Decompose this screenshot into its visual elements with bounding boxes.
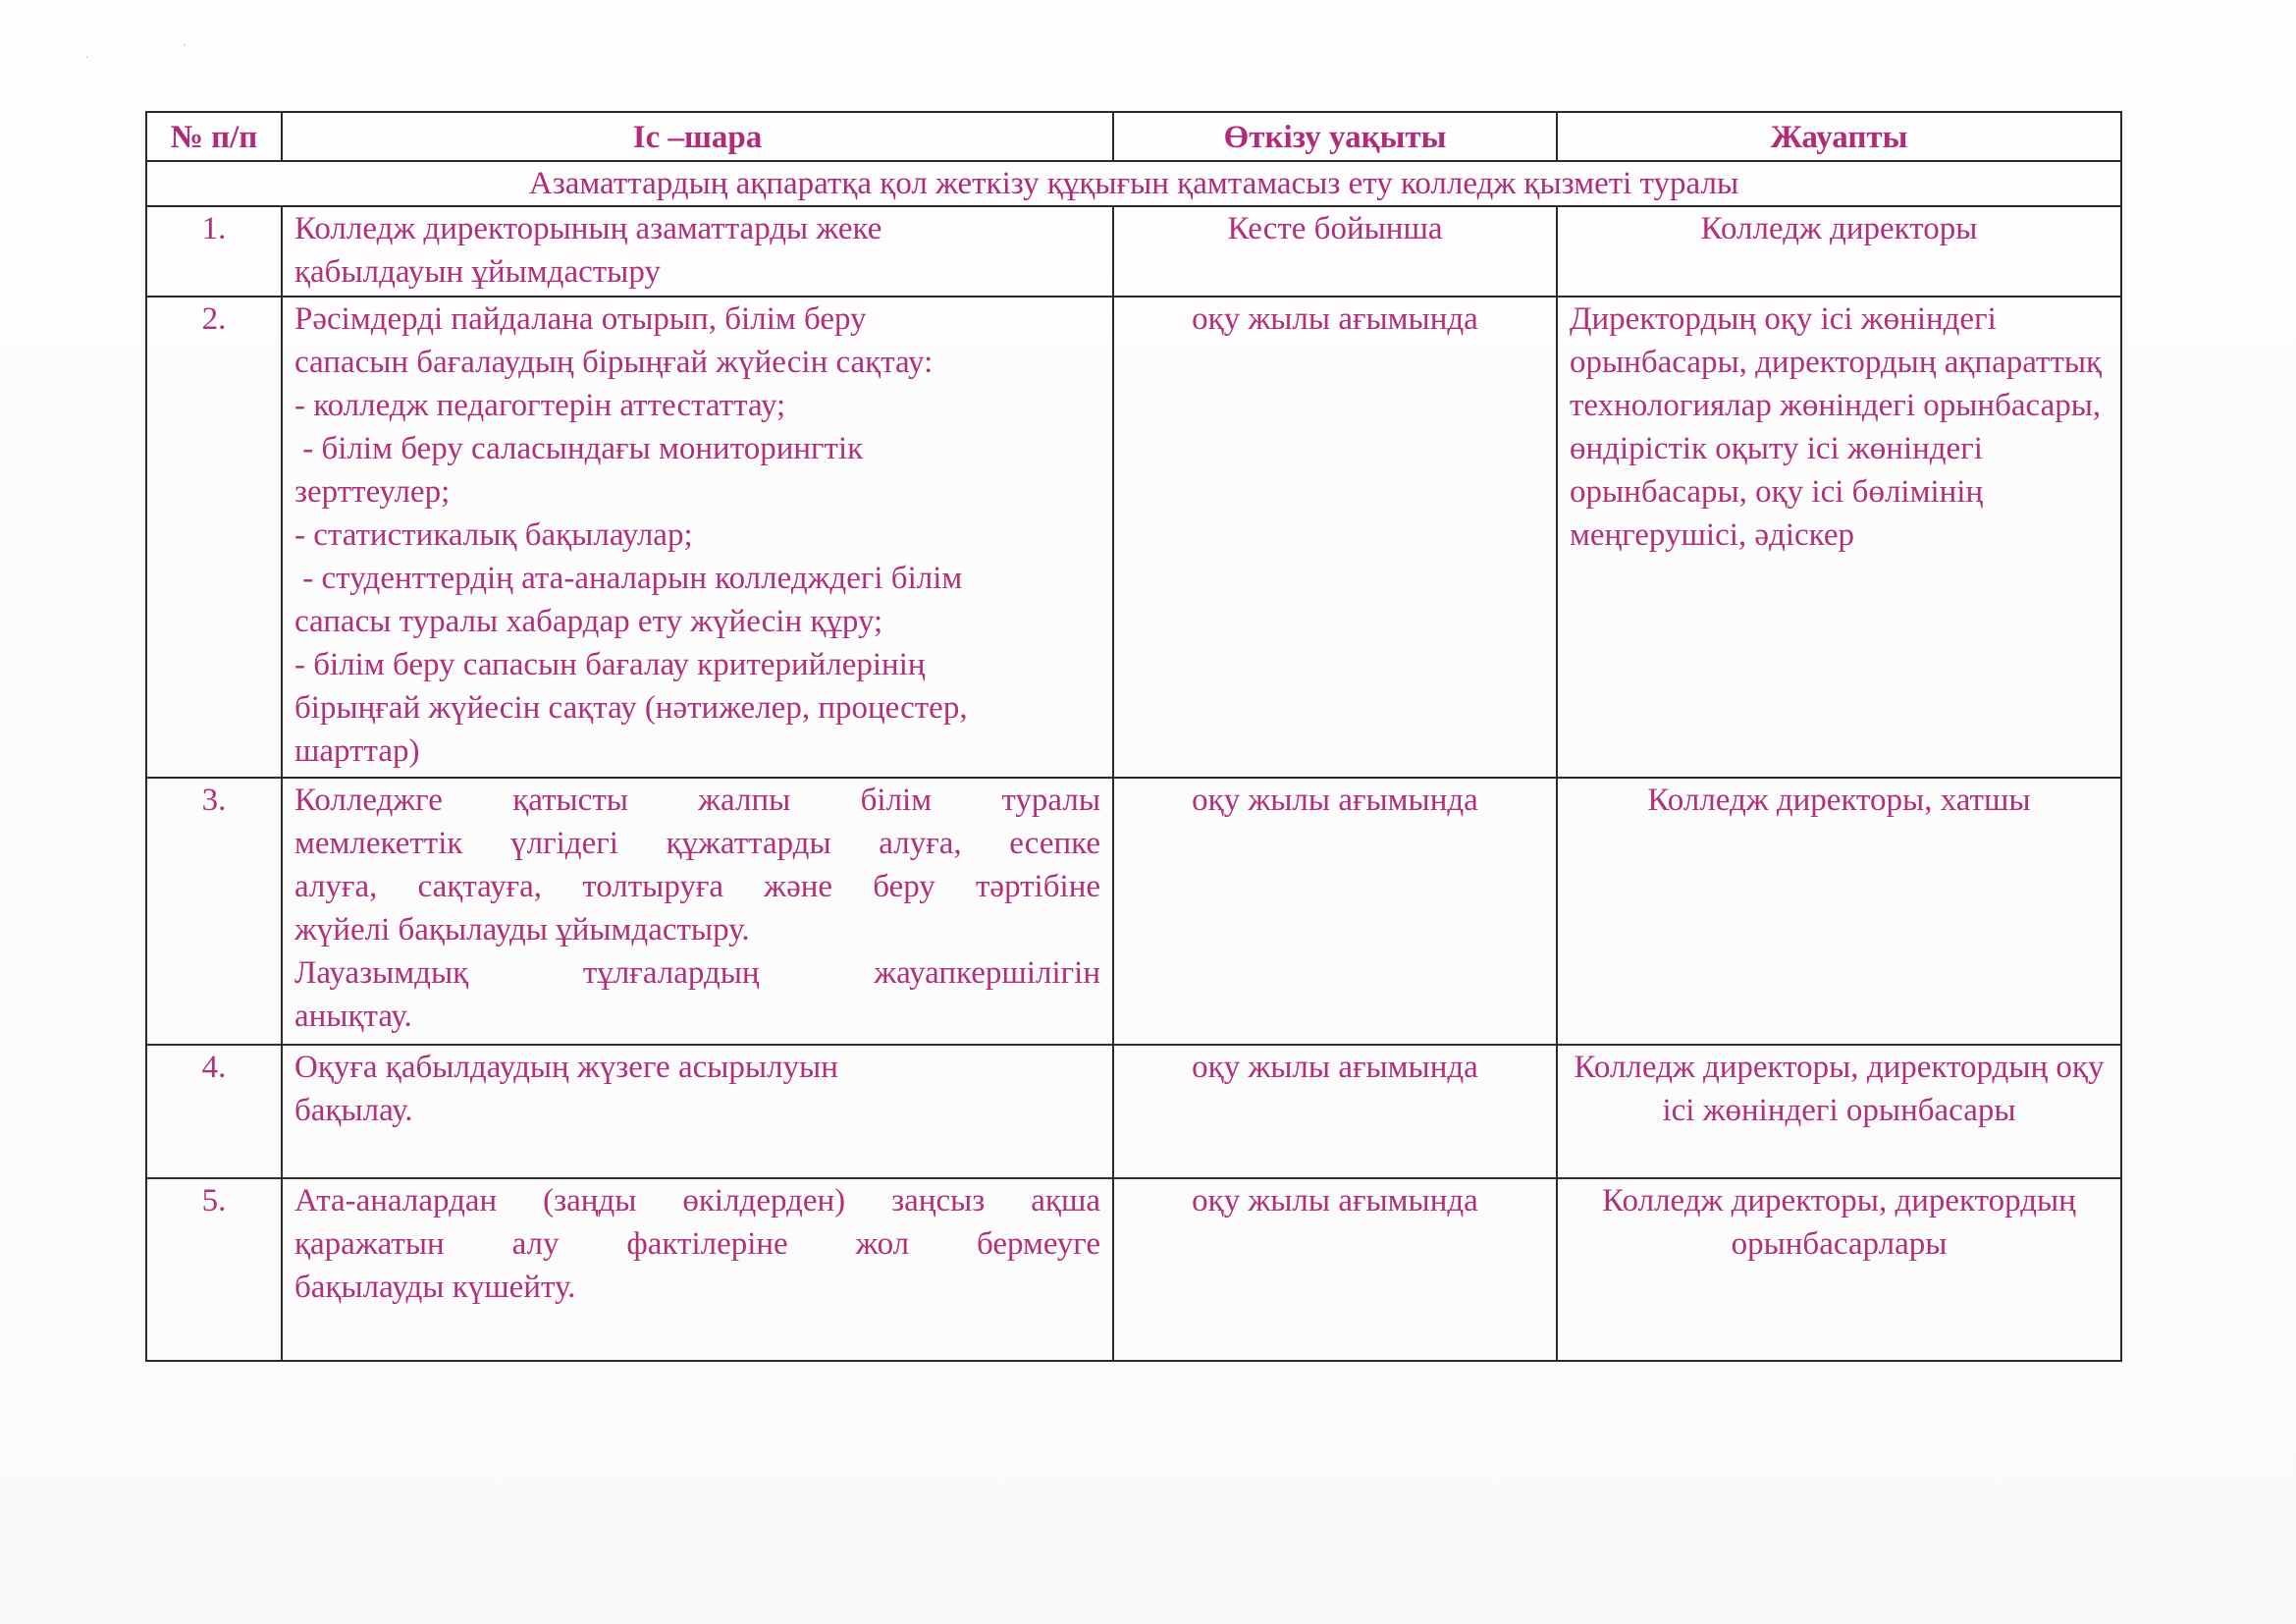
scan-speck: ·	[183, 39, 187, 54]
responsible-line: өндірістік оқыту ісі жөніндегі	[1570, 431, 1983, 466]
table-row	[146, 206, 2121, 297]
event-line: Оқуға қабылдаудың жүзеге асырылуын	[294, 1050, 838, 1085]
responsible-line: жөніндегі орынбасары,	[1780, 388, 2102, 423]
plan-table	[145, 111, 2122, 1362]
responsible-line: Колледж директоры,	[1574, 1050, 1859, 1085]
row-number: 3.	[146, 778, 282, 1045]
event-cell	[282, 206, 1113, 297]
responsible-cell	[1557, 778, 2121, 1045]
event-line: Колледжге қатысты жалпы білім туралы	[294, 783, 1100, 818]
table-row	[146, 297, 2121, 778]
event-line: мемлекеттік үлгідегі құжаттарды алуға, есепке	[294, 826, 1100, 861]
header-event: Іс –шара	[282, 112, 1113, 161]
event-line: Ата-аналардан (заңды өкілдерден) заңсыз ақша	[294, 1183, 1100, 1218]
responsible-line: Колледж директоры	[1700, 211, 1978, 246]
responsible-cell	[1557, 1045, 2121, 1178]
event-line: қаражатын алу фактілеріне жол бермеуге	[294, 1226, 1100, 1262]
section-row	[146, 161, 2121, 206]
event-line: алуға, сақтауға, толтыруға және беру тәртібіне	[294, 869, 1100, 904]
responsible-line: Колледж директоры,	[1602, 1183, 1888, 1218]
row-number: 1.	[146, 206, 282, 297]
event-line: бірыңғай жүйесін сақтау (нәтижелер, процестер,	[294, 690, 968, 726]
responsible-line: директордың орынбасарлары	[1731, 1183, 2076, 1262]
responsible-line: орынбасары, оқу ісі бөлімінің	[1570, 474, 1984, 510]
event-line: шарттар)	[294, 733, 420, 769]
scan-speck: ·	[84, 51, 89, 66]
responsible-line: орынбасары	[1845, 1093, 2016, 1128]
time-cell: оқу жылы ағымында	[1113, 1178, 1557, 1361]
time-cell: Кесте бойынша	[1113, 206, 1557, 297]
responsible-cell	[1557, 297, 2121, 778]
event-cell	[282, 778, 1113, 1045]
event-line: Колледж директорының азаматтарды жеке	[294, 211, 882, 246]
event-cell	[282, 297, 1113, 778]
row-number: 2.	[146, 297, 282, 778]
responsible-line: орынбасары, директордың	[1570, 345, 1937, 380]
header-row	[146, 112, 2121, 161]
responsible-cell	[1557, 1178, 2121, 1361]
time-cell: оқу жылы ағымында	[1113, 1045, 1557, 1178]
event-line: сапасы туралы хабардар ету жүйесін құру;	[294, 604, 883, 639]
responsible-line: Директордың оқу ісі жөніндегі	[1570, 301, 1997, 337]
event-line: - колледж педагогтерін аттестаттау;	[294, 388, 786, 423]
event-line: жүйелі бақылауды ұйымдастыру.	[294, 912, 750, 947]
event-line: Рәсімдерді пайдалана отырып, білім беру	[294, 301, 867, 337]
header-num: № п/п	[146, 112, 282, 161]
event-line: анықтау.	[294, 999, 412, 1034]
row-number: 5.	[146, 1178, 282, 1361]
header-responsible: Жауапты	[1557, 112, 2121, 161]
event-cell	[282, 1178, 1113, 1361]
time-cell: оқу жылы ағымында	[1113, 297, 1557, 778]
event-line: - білім беру саласындағы мониторингтік	[294, 431, 864, 466]
event-line: сапасын бағалаудың бірыңғай жүйесін сақтау:	[294, 345, 934, 380]
event-line: Лауазымдық тұлғалардың жауапкершілігін	[294, 955, 1100, 991]
event-line: - білім беру сапасын бағалау критерийлерінің	[294, 647, 926, 682]
section-title: Азаматтардың ақпаратқа қол жеткізу құқығын қамтамасыз ету колледж қызметі туралы	[146, 161, 2121, 206]
responsible-line: директордың оқу ісі жөніндегі	[1662, 1050, 2105, 1128]
event-line: - студенттердің ата-аналарын колледждегі білім	[294, 561, 963, 596]
responsible-line: меңгерушісі, әдіскер	[1570, 517, 1855, 553]
event-line: қабылдауын ұйымдастыру	[294, 254, 661, 290]
time-cell: оқу жылы ағымында	[1113, 778, 1557, 1045]
table-row	[146, 1045, 2121, 1178]
table-row	[146, 1178, 2121, 1361]
responsible-line: ақпараттық технологиялар	[1570, 345, 2103, 423]
event-line: бақылауды күшейту.	[294, 1270, 576, 1305]
responsible-line: Колледж директоры, хатшы	[1647, 783, 2031, 818]
event-cell	[282, 1045, 1113, 1178]
table-row	[146, 778, 2121, 1045]
responsible-cell	[1557, 206, 2121, 297]
event-line: - статистикалық бақылаулар;	[294, 517, 693, 553]
event-line: зерттеулер;	[294, 474, 451, 510]
row-number: 4.	[146, 1045, 282, 1178]
header-time: Өткізу уақыты	[1113, 112, 1557, 161]
event-line: бақылау.	[294, 1093, 413, 1128]
